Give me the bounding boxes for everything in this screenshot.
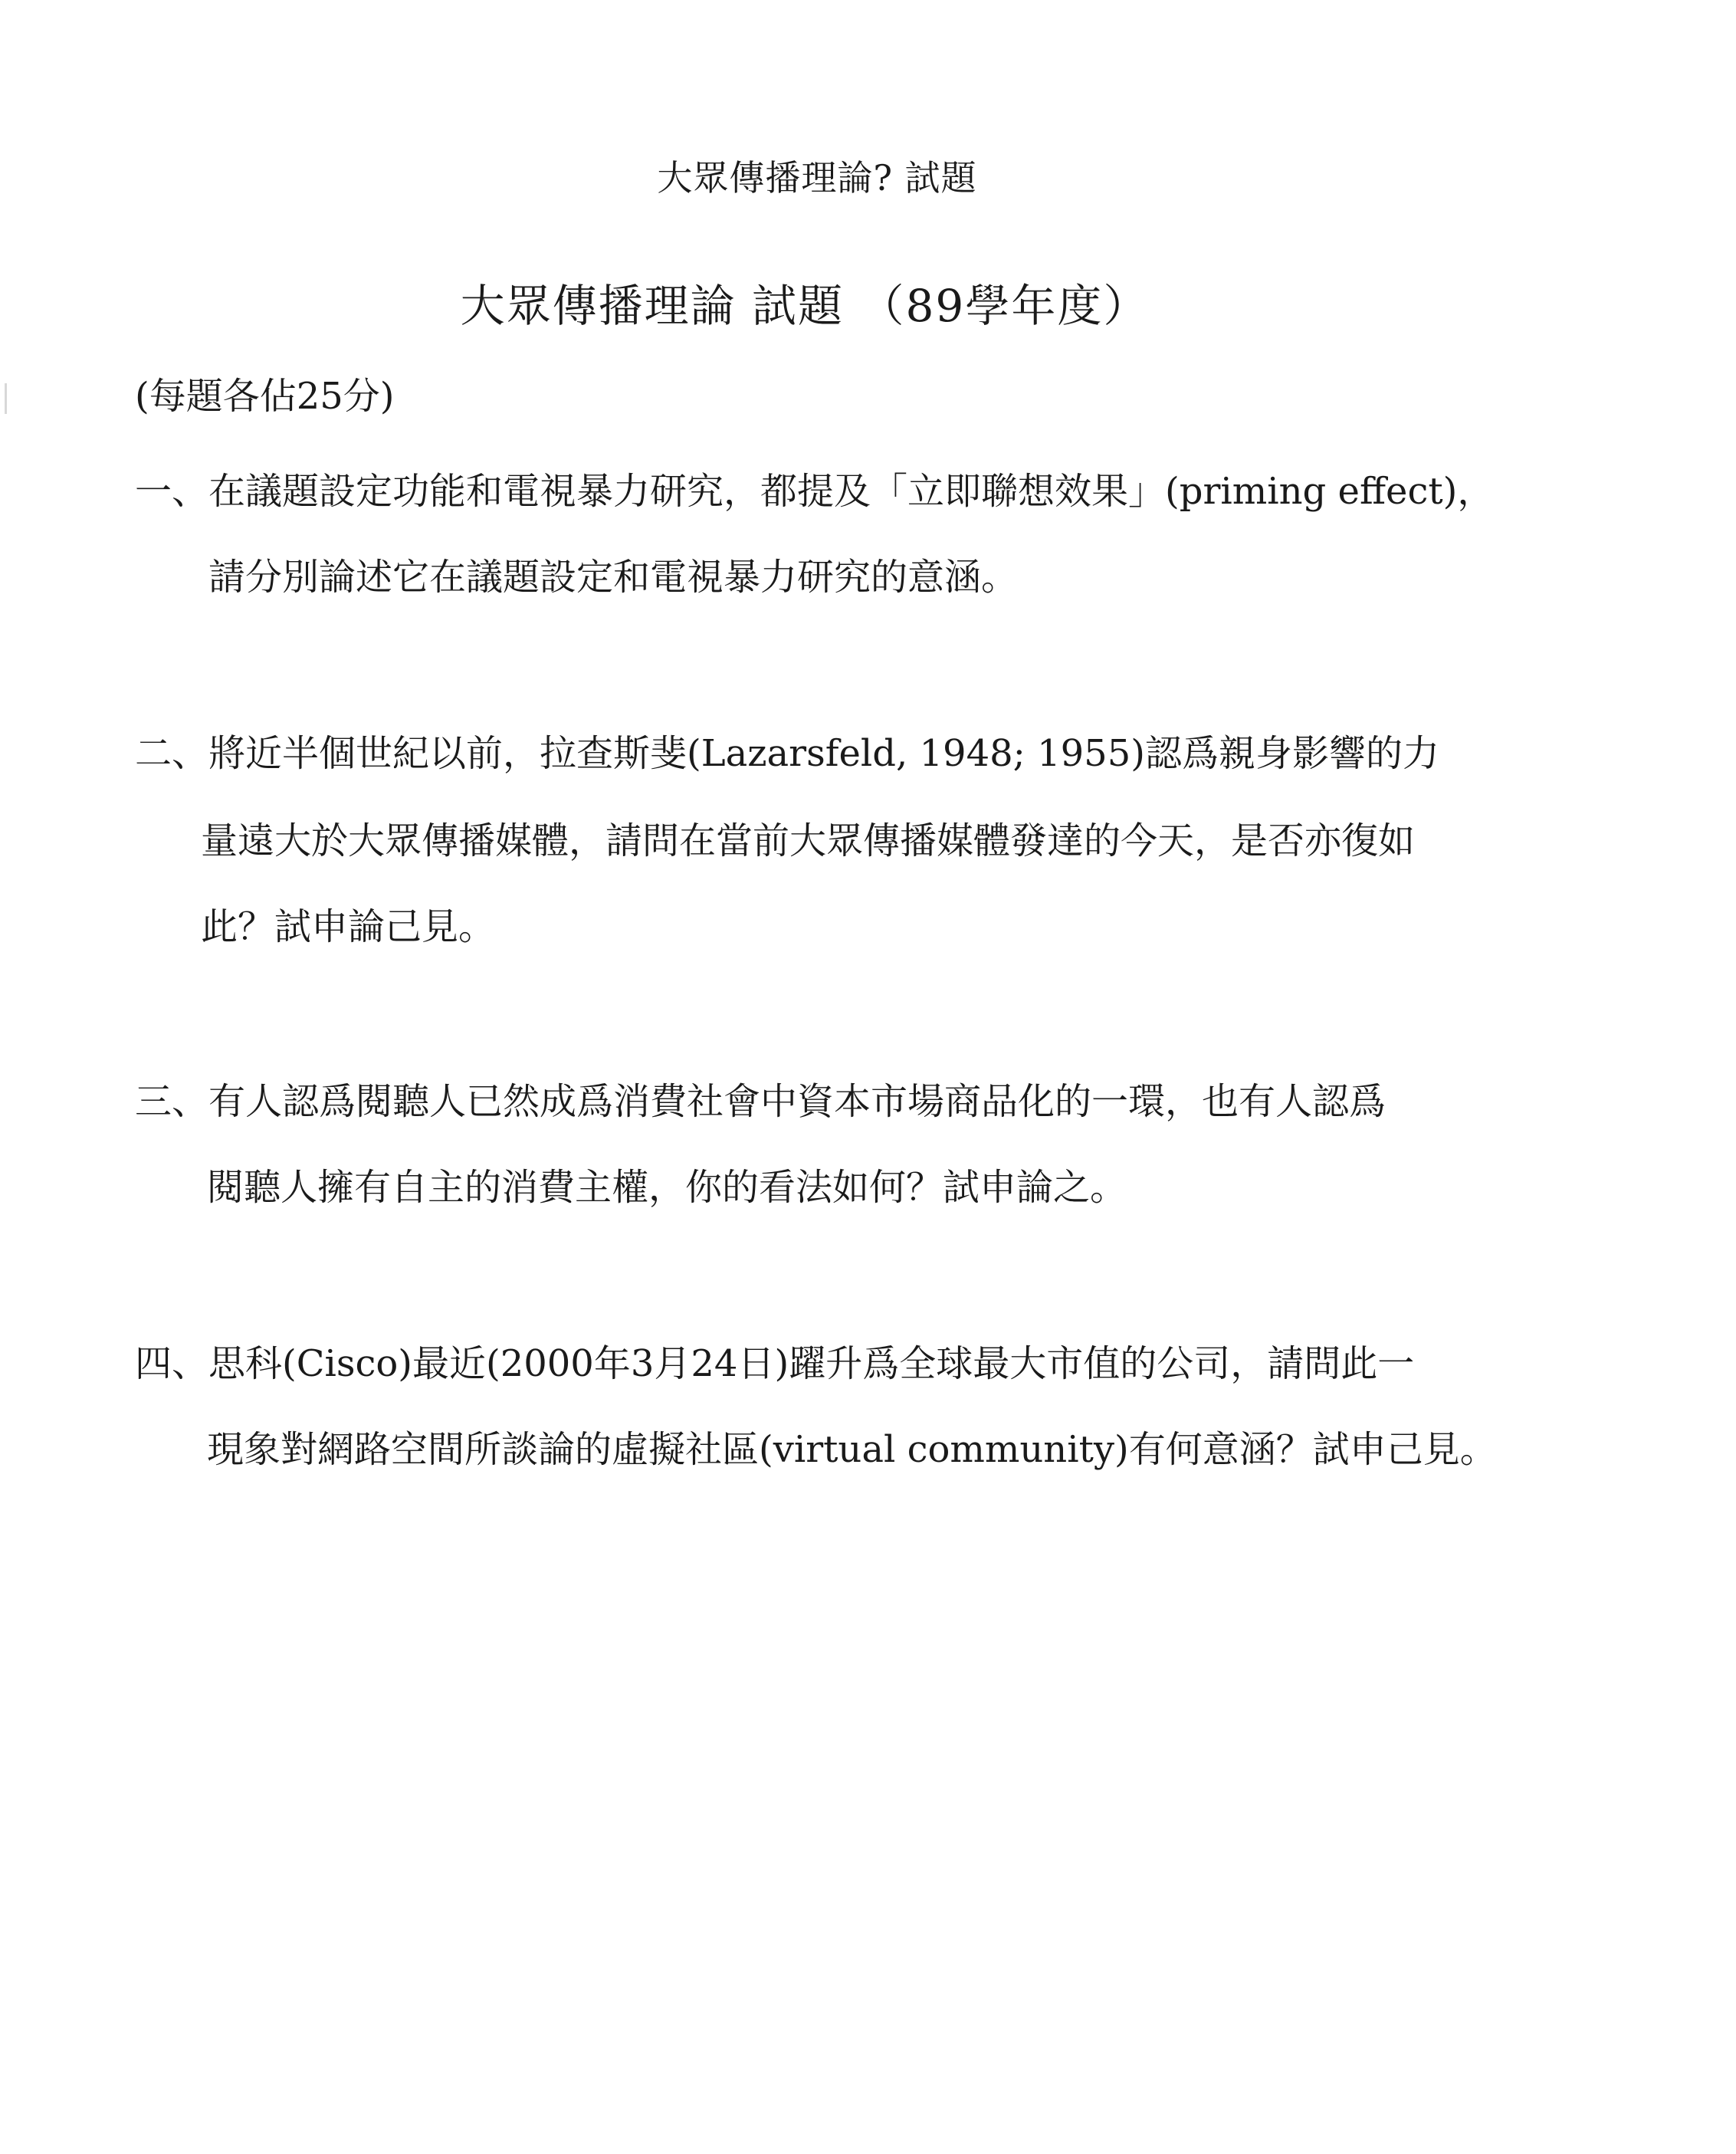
exam-title: 大眾傳播理論 試題 （89學年度） (460, 280, 1150, 332)
question-2-text-3: 此？試申論己見。 (201, 905, 496, 948)
score-note: (每題各佔25分) (135, 375, 395, 418)
question-4-text-2: 現象對網路空間所談論的虛擬社區(virtual community)有何意涵？試申己見。 (207, 1428, 1497, 1471)
scan-edge-mark (5, 383, 7, 414)
question-3-text-1: 有人認爲閱聽人已然成爲消費社會中資本市場商品化的一環，也有人認爲 (208, 1080, 1387, 1123)
question-1-number: 一、 (135, 470, 209, 513)
question-4-number: 四、 (135, 1342, 209, 1385)
question-1-line-1 (135, 461, 1494, 514)
question-4-line-1 (135, 1334, 1414, 1387)
question-2-text-2: 量遠大於大眾傳播媒體，請問在當前大眾傳播媒體發達的今天，是否亦復如 (201, 819, 1416, 862)
page-header: 大眾傳播理論? 試題 (657, 157, 977, 199)
question-3-text-2: 閱聽人擁有自主的消費主權，你的看法如何？試申論之。 (207, 1166, 1127, 1209)
question-1-text-2: 請分別論述它在議題設定和電視暴力研究的意涵。 (208, 556, 1019, 599)
question-1-text-1: 在議題設定功能和電視暴力研究，都提及「立即聯想效果」(priming effect)， (208, 470, 1495, 513)
question-4-text-1: 思科(Cisco)最近(2000年3月24日)躍升爲全球最大市值的公司，請問此一 (208, 1342, 1415, 1385)
question-2-line-1 (135, 724, 1439, 777)
question-2-number: 二、 (135, 732, 209, 775)
question-3-number: 三、 (135, 1080, 209, 1123)
question-2-text-1: 將近半個世紀以前，拉查斯斐(Lazarsfeld, 1948; 1955)認爲親身影響的力 (208, 732, 1439, 775)
question-3-line-1 (135, 1072, 1386, 1125)
